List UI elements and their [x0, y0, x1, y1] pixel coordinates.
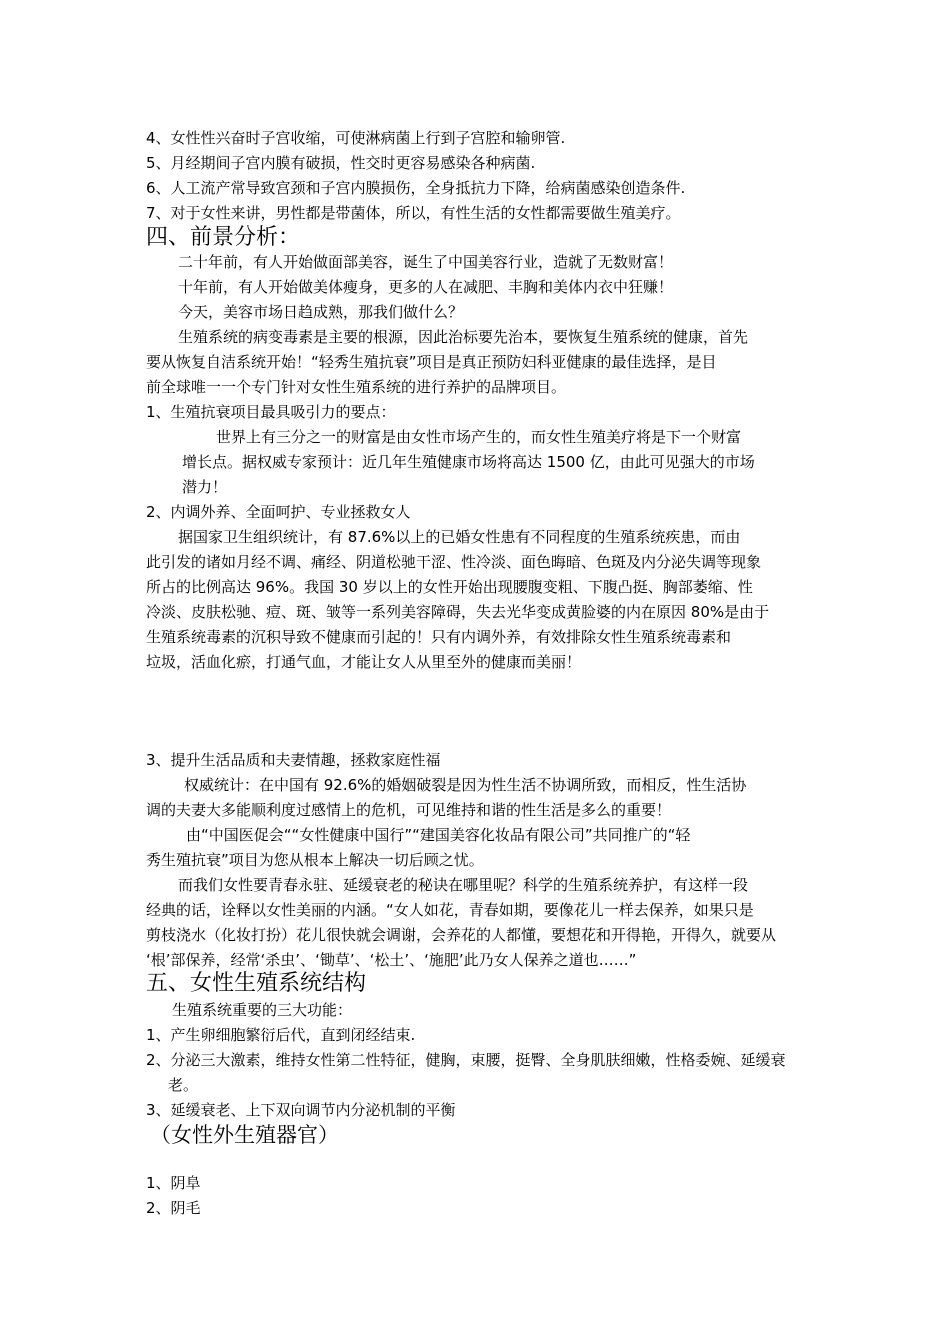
point-2-text: 冷淡、皮肤松驰、痘、斑、皱等一系列美容障碍，失去光华变成黄脸婆的内在原因 80%是由于 — [146, 603, 770, 621]
intro-line-2: 十年前，有人开始做美体瘦身，更多的人在减肥、丰胸和美体内衣中狂赚！ — [178, 278, 674, 296]
point-2-text: 据国家卫生组织统计，有 87.6%以上的已婚女性患有不同程度的生殖系统疾患，而由 — [178, 528, 741, 546]
paragraph-line: 生殖系统的病变毒素是主要的根源，因此治标要先治本，要恢复生殖系统的健康，首先 — [178, 328, 749, 346]
point-3-text: 经典的话，诠释以女性美丽的内涵。“女人如花，青春如期，要像花儿一样去保养，如果只是 — [146, 901, 754, 919]
point-3-text: ‘根’部保养，经常‘杀虫’、‘锄草’、‘松土’、‘施肥’此乃女人保养之道也……” — [146, 951, 637, 969]
list-item-5: 5、月经期间子宫内膜有破损，性交时更容易感染各种病菌. — [146, 154, 536, 172]
paragraph-line: 前全球唯一一个专门针对女性生殖系统的进行养护的品牌项目。 — [146, 378, 567, 396]
point-1-text: 世界上有三分之一的财富是由女性市场产生的，而女性生殖美疗将是下一个财富 — [216, 428, 742, 446]
point-2-text: 此引发的诸如月经不调、痛经、阴道松驰干涩、性冷淡、面色晦暗、色斑及内分泌失调等现象 — [146, 553, 762, 571]
point-2-text: 垃圾，活血化瘀，打通气血，才能让女人从里至外的健康而美丽！ — [146, 653, 582, 671]
function-item-2: 2、分泌三大激素，维持女性第二性特征，健胸，束腰，挺臀、全身肌肤细嫩，性格委婉、延缓衰 — [146, 1051, 786, 1069]
list-item-4: 4、女性性兴奋时子宫收缩，可使淋病菌上行到子宫腔和输卵管. — [146, 129, 566, 147]
function-item-3: 3、延缓衰老、上下双向调节内分泌机制的平衡 — [146, 1101, 456, 1119]
section-heading-4: 四、前景分析： — [146, 225, 301, 250]
intro-line-1: 二十年前，有人开始做面部美容，诞生了中国美容行业，造就了无数财富！ — [178, 253, 674, 271]
point-1-text: 增长点。据权威专家预计：近几年生殖健康市场将高达 1500 亿，由此可见强大的市场 — [182, 453, 755, 471]
list-item-6: 6、人工流产常导致宫颈和子宫内膜损伤，全身抵抗力下降，给病菌感染创造条件. — [146, 179, 686, 197]
point-2-text: 所占的比例高达 96%。我国 30 岁以上的女性开始出现腰腹变粗、下腹凸挺、胸部萎缩、性 — [146, 578, 753, 596]
point-3-text: 调的夫妻大多能顺利度过感情上的危机，可见维持和谐的性生活是多么的重要！ — [146, 801, 672, 819]
organ-item-1: 1、阴阜 — [146, 1174, 201, 1192]
sub-heading: （女性外生殖器官） — [150, 1123, 339, 1147]
organ-item-2: 2、阴毛 — [146, 1199, 201, 1217]
point-3-text: 剪枝浇水（化妆打扮）花儿很快就会调谢，会养花的人都懂，要想花和开得艳，开得久，就要从 — [146, 926, 777, 944]
point-3-text: 权威统计：在中国有 92.6%的婚姻破裂是因为性生活不协调所致，而相反，性生活协 — [184, 776, 747, 794]
point-2-text: 生殖系统毒素的沉积导致不健康而引起的！只有内调外养，有效排除女性生殖系统毒素和 — [146, 628, 732, 646]
point-3-title: 3、提升生活品质和夫妻情趣，拯救家庭性福 — [146, 751, 441, 769]
point-3-text: 由“中国医促会““女性健康中国行”“建国美容化妆品有限公司”共同推广的“轻 — [186, 826, 691, 844]
section-heading-5: 五、女性生殖系统结构 — [146, 971, 367, 996]
point-1-title: 1、生殖抗衰项目最具吸引力的要点： — [146, 403, 396, 421]
intro-line-3: 今天，美容市场日趋成熟，那我们做什么？ — [178, 303, 464, 321]
point-1-text: 潜力！ — [182, 478, 228, 496]
point-3-text: 秀生殖抗衰”项目为您从根本上解决一切后顾之忧。 — [146, 851, 484, 869]
paragraph-line: 要从恢复自洁系统开始！“轻秀生殖抗衰”项目是真正预防妇科亚健康的最佳选择，是目 — [146, 353, 717, 371]
function-item-1: 1、产生卵细胞繁衍后代，直到闭经结束. — [146, 1026, 416, 1044]
function-item-2-cont: 老。 — [168, 1076, 199, 1094]
point-3-text: 而我们女性要青春永驻、延缓衰老的秘诀在哪里呢？科学的生殖系统养护，有这样一段 — [178, 876, 749, 894]
list-item-7: 7、对于女性来讲，男性都是带菌体，所以，有性生活的女性都需要做生殖美疗。 — [146, 204, 681, 222]
function-intro: 生殖系统重要的三大功能： — [172, 1001, 353, 1019]
point-2-title: 2、内调外养、全面呵护、专业拯救女人 — [146, 503, 411, 521]
